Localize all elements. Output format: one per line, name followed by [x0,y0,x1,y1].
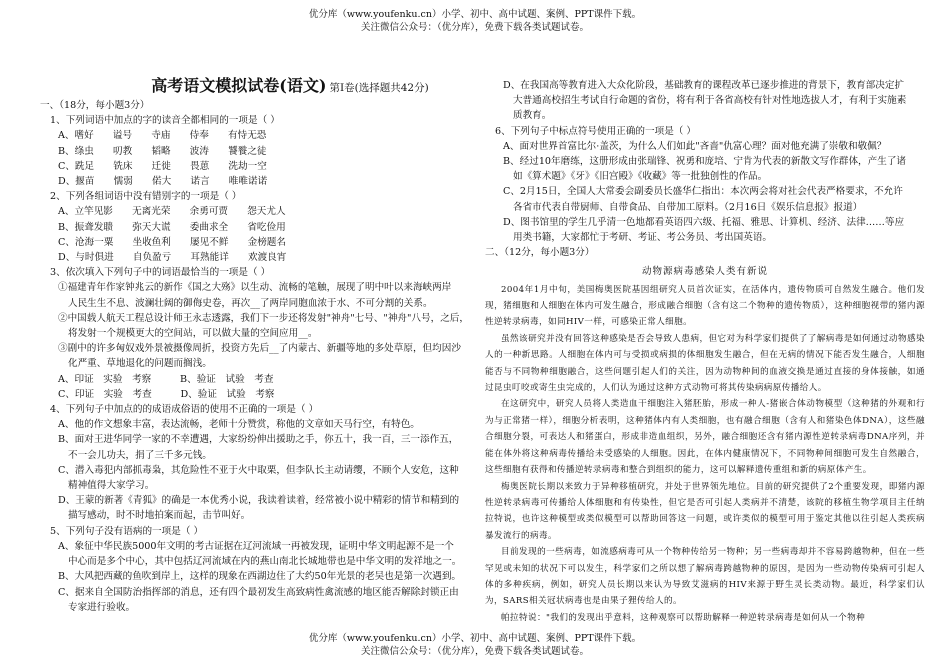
left-line: 5、下列句子没有语病的一项是（ ） [50,525,204,537]
left-line: 3、依次填入下列句子中的词语最恰当的一项是（ ） [50,267,271,279]
exam-subtitle: 第Ⅰ卷(选择题共42分) [329,82,429,94]
left-line: 专家进行验收。 [68,601,136,613]
left-line: C、据来自全国防治指挥部的消息，还有四个最初发生高致病性禽流感的地区能否解除封锁正由 [58,586,459,598]
right-line: 如《算术题》《牙》《旧宫殿》《收藏》等一批独创性的作品。 [513,171,768,183]
right-line: 用类书籍，大家都忙于考研、考证、考公务员、考出国英语。 [513,232,773,244]
left-line: ②中国载人航天工程总设计师王永志透露，我们下一步还将发射"神舟"七号、"神舟"八号，之后， [58,312,469,324]
left-line: A、他的作文想象丰富，表达流畅，老师十分赞赏，称他的文章如天马行空，有特色。 [58,419,420,431]
section-1-heading: 一、（18分，每小题3分） [40,100,150,111]
exam-title-row [40,78,480,94]
right-line: D、图书馆里的学生几乎清一色地都看英语四六级、托福、雅思、计算机、经济、法律……等应 [503,216,905,228]
footer-line-2: 关注微信公众号：（优分库），免费下载各类试题试卷。 [360,646,589,657]
left-line: C、潜入毒犯内部抓毒枭，其危险性不亚于火中取栗，但李队长主动请缨，不顾个人安危，这种 [58,464,459,476]
left-line: 2、下列各组词语中没有错别字的一项是（ ） [50,191,242,203]
right-line: 各省市代表自带厨师、自带食品、自带加工原料。（2月16日《娱乐信息报》报道） [513,201,863,213]
left-line: D、王蒙的新著《青狐》的确是一本优秀小说，我读着读着，经常被小说中精彩的情节和精到的 [58,495,460,507]
left-line: 4、下列句子中加点的的成语成俗语的使用不正确的一项是（ ） [50,404,319,416]
article-paragraph: 2004年1月中旬，美国梅奥医院基因组研究人员首次证实，在活体内，遗传物质可自然发生融合。他们发现，猪细胞和人细胞在体内可发生融合，形成融合细胞（含有这二个物种的遗传物质），这种细胞视带的猪内源性逆转录病毒，如同HIV一样，可感染正常人细胞。 [485,284,925,328]
left-line: D、与时俱进 自负盈亏 耳熟能详 欢渡良宵 [58,252,287,264]
section-2-heading: 二、（12分，每小题3分） [485,247,595,259]
right-column [485,78,925,626]
page-header [0,8,950,34]
left-column [40,78,480,615]
right-line: 质教育。 [513,110,552,122]
left-line: 中心而是多个中心，其中包括辽河流域在内的燕山南北长城地带也是中华文明的发祥地之一。 [68,556,462,568]
article-paragraph: 梅奥医院长期以来致力于异种移植研究，并处于世界领先地位。目前的研究提供了2个重要发现，即猪内源性逆转录病毒可传播给人体细胞和有传染性，但它是否可引起人类病并不清楚，该院的移植生物学项目主任纳拉特说，也许这种模型或类似模型可以帮助回答这一问题，或许类似的模型可用于鉴定其他以往引起人类疾病暴发流行的病毒。 [485,481,925,541]
article-paragraph: 虽然该研究并没有回答这种感染是否会导致人患病，但它对为科学家们提供了了解病毒是如何通过动物感染人的一种新思路。人细胞在体内可与受损或病损的体细胞发生融合，但在无病的情况下能否发生融合，人细胞能否与不同物种细胞融合，这些问题引起人们的关注，因为动物种间的血液交换是通过直接的身体接触，如通过昆虫叮咬或寄生虫完成的，人们认为通过这种方式动物可将其传染病病原传播给人。 [485,333,925,394]
left-line: 1、下列词语中加点的字的读音全都相同的一项是（ ） [50,115,280,127]
left-line: B、绦虫 叨教 韬略 波涛 饕餮之徒 [58,145,267,157]
right-question-list [485,78,925,245]
article-paragraph: 目前发现的一些病毒，如流感病毒可从一个物种传给另一物种；另一些病毒却并不容易跨越物种，但在一些罕见或未知的状况下可以发生，科学家们之所以想了解病毒跨越物种的原因，是因为一些动物传染病可引起人体的多种疾病，例如，研究人员长期以来认为导致艾滋病的HIV来源于野生灵长类动物。最近，科学家们认为，SARS相关冠状病毒也是由果子狸传给人的。 [485,547,925,607]
left-line: C、沧海一粟 坐收鱼利 屡见不鲜 金榜题名 [58,236,286,248]
article-body [485,282,925,627]
left-line: ③剧中的许多匈奴戏外景被摄像周折，投资方先后__了内蒙古、新疆等地的多处草原，但均因沙 [58,343,461,355]
left-line: A、印证 实验 考察 B、验证 试验 考查 [58,373,274,385]
left-line: B、面对王进华同学一家的不幸遭遇，大家纷纷伸出援助之手，你五十，我一百，三一添作五， [58,434,459,446]
left-line: ①福建青年作家钟兆云的新作《国之大殇》以生动、流畅的笔触，展现了明中叶以来海峡两岸 [58,282,452,294]
header-line-1: 优分库（www.youfenku.cn）小学、初中、高中试题、案例、PPT课件下载。 [308,9,642,20]
left-line: C、印证 实验 考查 D、验证 试验 考察 [58,388,275,400]
left-line: B、大风把西藏的鱼吹到岸上，这样的现象在西湖边住了大约50年光景的老吴也是第一次遇到。 [58,571,462,583]
left-line: B、振聋发聩 弥天大谎 委曲求全 省吃俭用 [58,221,286,233]
left-line: 人民生生不息、波澜壮阔的御侮史卷，再次__了两岸同胞血浓于水、不可分割的关系。 [68,297,433,309]
right-line: B、经过10年磨练，这册形成由张瑞锋、祝勇和庞培、宁肯为代表的新散文写作群体，产生了诸 [503,156,907,168]
left-line: C、跣足 铣床 迁徙 畏葸 洗劫一空 [58,160,267,172]
right-line: A、面对世界首富比尔·盖茨，为什么人们如此"吝啬"仇富心理？面对他充满了崇敬和敬佩？ [503,140,887,152]
left-line: A、立竿见影 无离光荣 余勇可贾 怨天尤人 [58,206,286,218]
left-line: 化严重、草地退化的问题而搁浅。 [68,358,212,370]
left-line: A、嗜好 谥号 寺庙 侍奉 有恃无恐 [58,130,267,142]
left-line: 精神值得大家学习。 [68,480,155,492]
left-line: 将发射一个规模更大的空间站，可以做大量的空间应用__。 [68,328,318,340]
footer-line-1: 优分库（www.youfenku.cn）小学、初中、高中试题、案例、PPT课件下载。 [308,633,642,644]
left-line: 不一会儿功夫，捐了三千多元钱。 [68,449,212,461]
left-line: A、象征中华民族5000年文明的考古证据在辽河流域一再被发现，证明中华文明起源不是一个 [58,540,454,552]
page-footer [0,632,950,658]
exam-title: 高考语文模拟试卷(语文) [151,76,327,95]
article-paragraph: 在这研究中，研究人员将人类造血干细胞注入猪胚胎，形成一种人-猪嵌合体动物模型（这种猪的外观和行为与正常猪一样），细胞分析表明，这种猪体内有人类细胞，也有融合细胞（含有人和猪染色体DNA），这些融合细胞分裂，可表达人和猪蛋白，形成非造血组织，另外，融合细胞还含有猪内源性逆转录病毒DNA序列，并能在体外将这种病毒传播给未受感染的人细胞。因此，在体内健康情况下，不同物种间细胞可发生自然融合，这些细胞有获得和传播逆转录病毒和整合到组织的能力，这可以解释遗传重组和新的病原体产生。 [485,399,925,476]
article-paragraph: 帕拉特说："我们的发现出乎意料，这种观察可以帮助解释一种逆转录病毒是如何从一个物种 [501,612,866,623]
left-line: 描写感动，时不时地拍案而起，击节叫好。 [68,510,251,522]
right-line: C、2月15日，全国人大常委会副委员长盛华仁指出：本次两会将对社会代表严格要求，不允许 [503,186,903,198]
left-line: D、揠苗 懦弱 偌大 诺言 唯唯诺诺 [58,176,268,188]
right-line: 大普通高校招生考试自行命题的省份，将有利于各省高校有针对性地选拔人才，有利于实施素 [513,95,907,107]
article-title: 动物源病毒感染人类有新说 [641,266,768,278]
left-question-list [40,113,480,615]
right-line: 6、下列句子中标点符号使用正确的一项是（ ） [495,125,697,137]
right-line: D、在我国高等教育进入大众化阶段，基础教育的课程改革已逐步推进的背景下，教育部决定扩 [503,80,905,91]
header-line-2: 关注微信公众号：（优分库），免费下载各类试题试卷。 [360,22,589,33]
